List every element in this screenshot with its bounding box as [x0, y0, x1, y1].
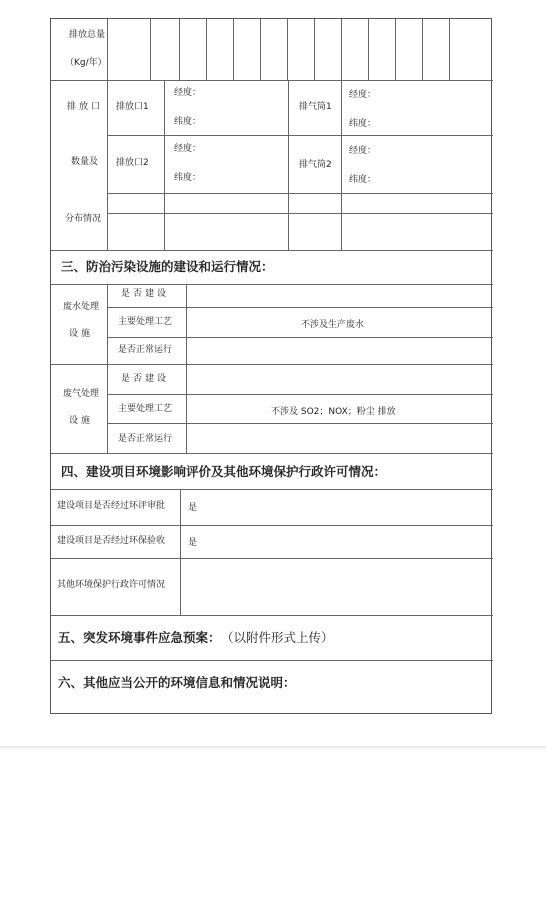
acceptance-value: 是	[188, 538, 198, 548]
eia-approval-value: 是	[188, 503, 198, 513]
col-divider	[368, 19, 369, 80]
col-divider	[422, 19, 423, 80]
row-divider	[51, 558, 493, 559]
other-permits-label: 其他环境保护行政许可情况	[57, 580, 166, 590]
wastegas-process-label: 主要处理工艺	[118, 404, 173, 414]
col-divider	[233, 19, 234, 80]
stack-name: 排气筒2	[299, 160, 332, 170]
emission-total-unit: （Kg/年）	[65, 58, 107, 68]
wastewater-label: 废水处理	[63, 302, 100, 312]
col-divider	[150, 19, 151, 80]
wastegas-label: 设施	[69, 416, 94, 426]
wastewater-process-label: 主要处理工艺	[118, 317, 173, 327]
section5-note: （以附件形式上传）	[221, 630, 334, 645]
wastegas-process-value: 不涉及 SO2；NOX；粉尘 排放	[271, 407, 396, 417]
col-divider	[314, 19, 315, 80]
col-divider	[206, 19, 207, 80]
col-divider	[179, 19, 180, 80]
section5-title: 五、突发环境事件应急预案：	[58, 630, 221, 645]
outlet-col-label: 排放口	[67, 102, 104, 112]
row-divider	[51, 284, 493, 285]
row-divider	[107, 307, 493, 308]
row-divider	[51, 615, 493, 616]
row-divider	[107, 394, 493, 395]
stack-name: 排气筒1	[299, 102, 332, 112]
section3-title: 三、防治污染设施的建设和运行情况：	[61, 259, 274, 274]
latitude-label: 纬度：	[174, 117, 202, 127]
page-edge	[0, 746, 546, 750]
eia-approval-label: 建设项目是否经过环评审批	[57, 501, 166, 511]
col-divider	[260, 19, 261, 80]
latitude-label: 纬度：	[349, 175, 377, 185]
section4-title: 四、建设项目环境影响评价及其他环境保护行政许可情况：	[61, 464, 387, 479]
longitude-label: 经度：	[174, 88, 202, 98]
row-divider	[51, 80, 493, 81]
col-divider	[288, 80, 289, 250]
emission-total-label: 排放总量	[69, 30, 106, 40]
outlet-col-label: 分布情况	[65, 214, 102, 224]
row-divider	[51, 250, 493, 251]
row-divider	[51, 525, 493, 526]
row-divider	[107, 423, 493, 424]
wastewater-running-label: 是否正常运行	[118, 345, 173, 355]
latitude-label: 纬度：	[174, 173, 202, 183]
longitude-label: 经度：	[349, 90, 377, 100]
wastewater-built-label: 是否建设	[121, 289, 170, 299]
col-divider	[287, 19, 288, 80]
col-divider	[395, 19, 396, 80]
col-divider	[186, 284, 187, 453]
outlet-name: 排放口2	[116, 158, 149, 168]
acceptance-label: 建设项目是否经过环保验收	[57, 536, 166, 546]
col-divider	[107, 19, 108, 250]
outlet-col-label: 数量及	[71, 157, 99, 167]
wastegas-label: 废气处理	[63, 389, 100, 399]
row-divider	[51, 364, 493, 365]
wastegas-running-label: 是否正常运行	[118, 434, 173, 444]
col-divider	[341, 19, 342, 80]
longitude-label: 经度：	[349, 146, 377, 156]
wastegas-built-label: 是否建设	[121, 374, 170, 384]
col-divider	[449, 19, 450, 80]
col-divider	[164, 80, 165, 250]
longitude-label: 经度：	[174, 144, 202, 154]
wastewater-process-value: 不涉及生产废水	[301, 320, 365, 330]
form-table	[50, 18, 492, 714]
col-divider	[180, 489, 181, 615]
outlet-name: 排放口1	[116, 102, 149, 112]
row-divider	[107, 337, 493, 338]
latitude-label: 纬度：	[349, 119, 377, 129]
col-divider	[107, 284, 108, 453]
row-divider	[51, 660, 493, 661]
row-divider	[51, 489, 493, 490]
col-divider	[341, 80, 342, 250]
section6-title: 六、其他应当公开的环境信息和情况说明：	[58, 675, 296, 690]
wastewater-label: 设施	[69, 329, 94, 339]
row-divider	[51, 453, 493, 454]
